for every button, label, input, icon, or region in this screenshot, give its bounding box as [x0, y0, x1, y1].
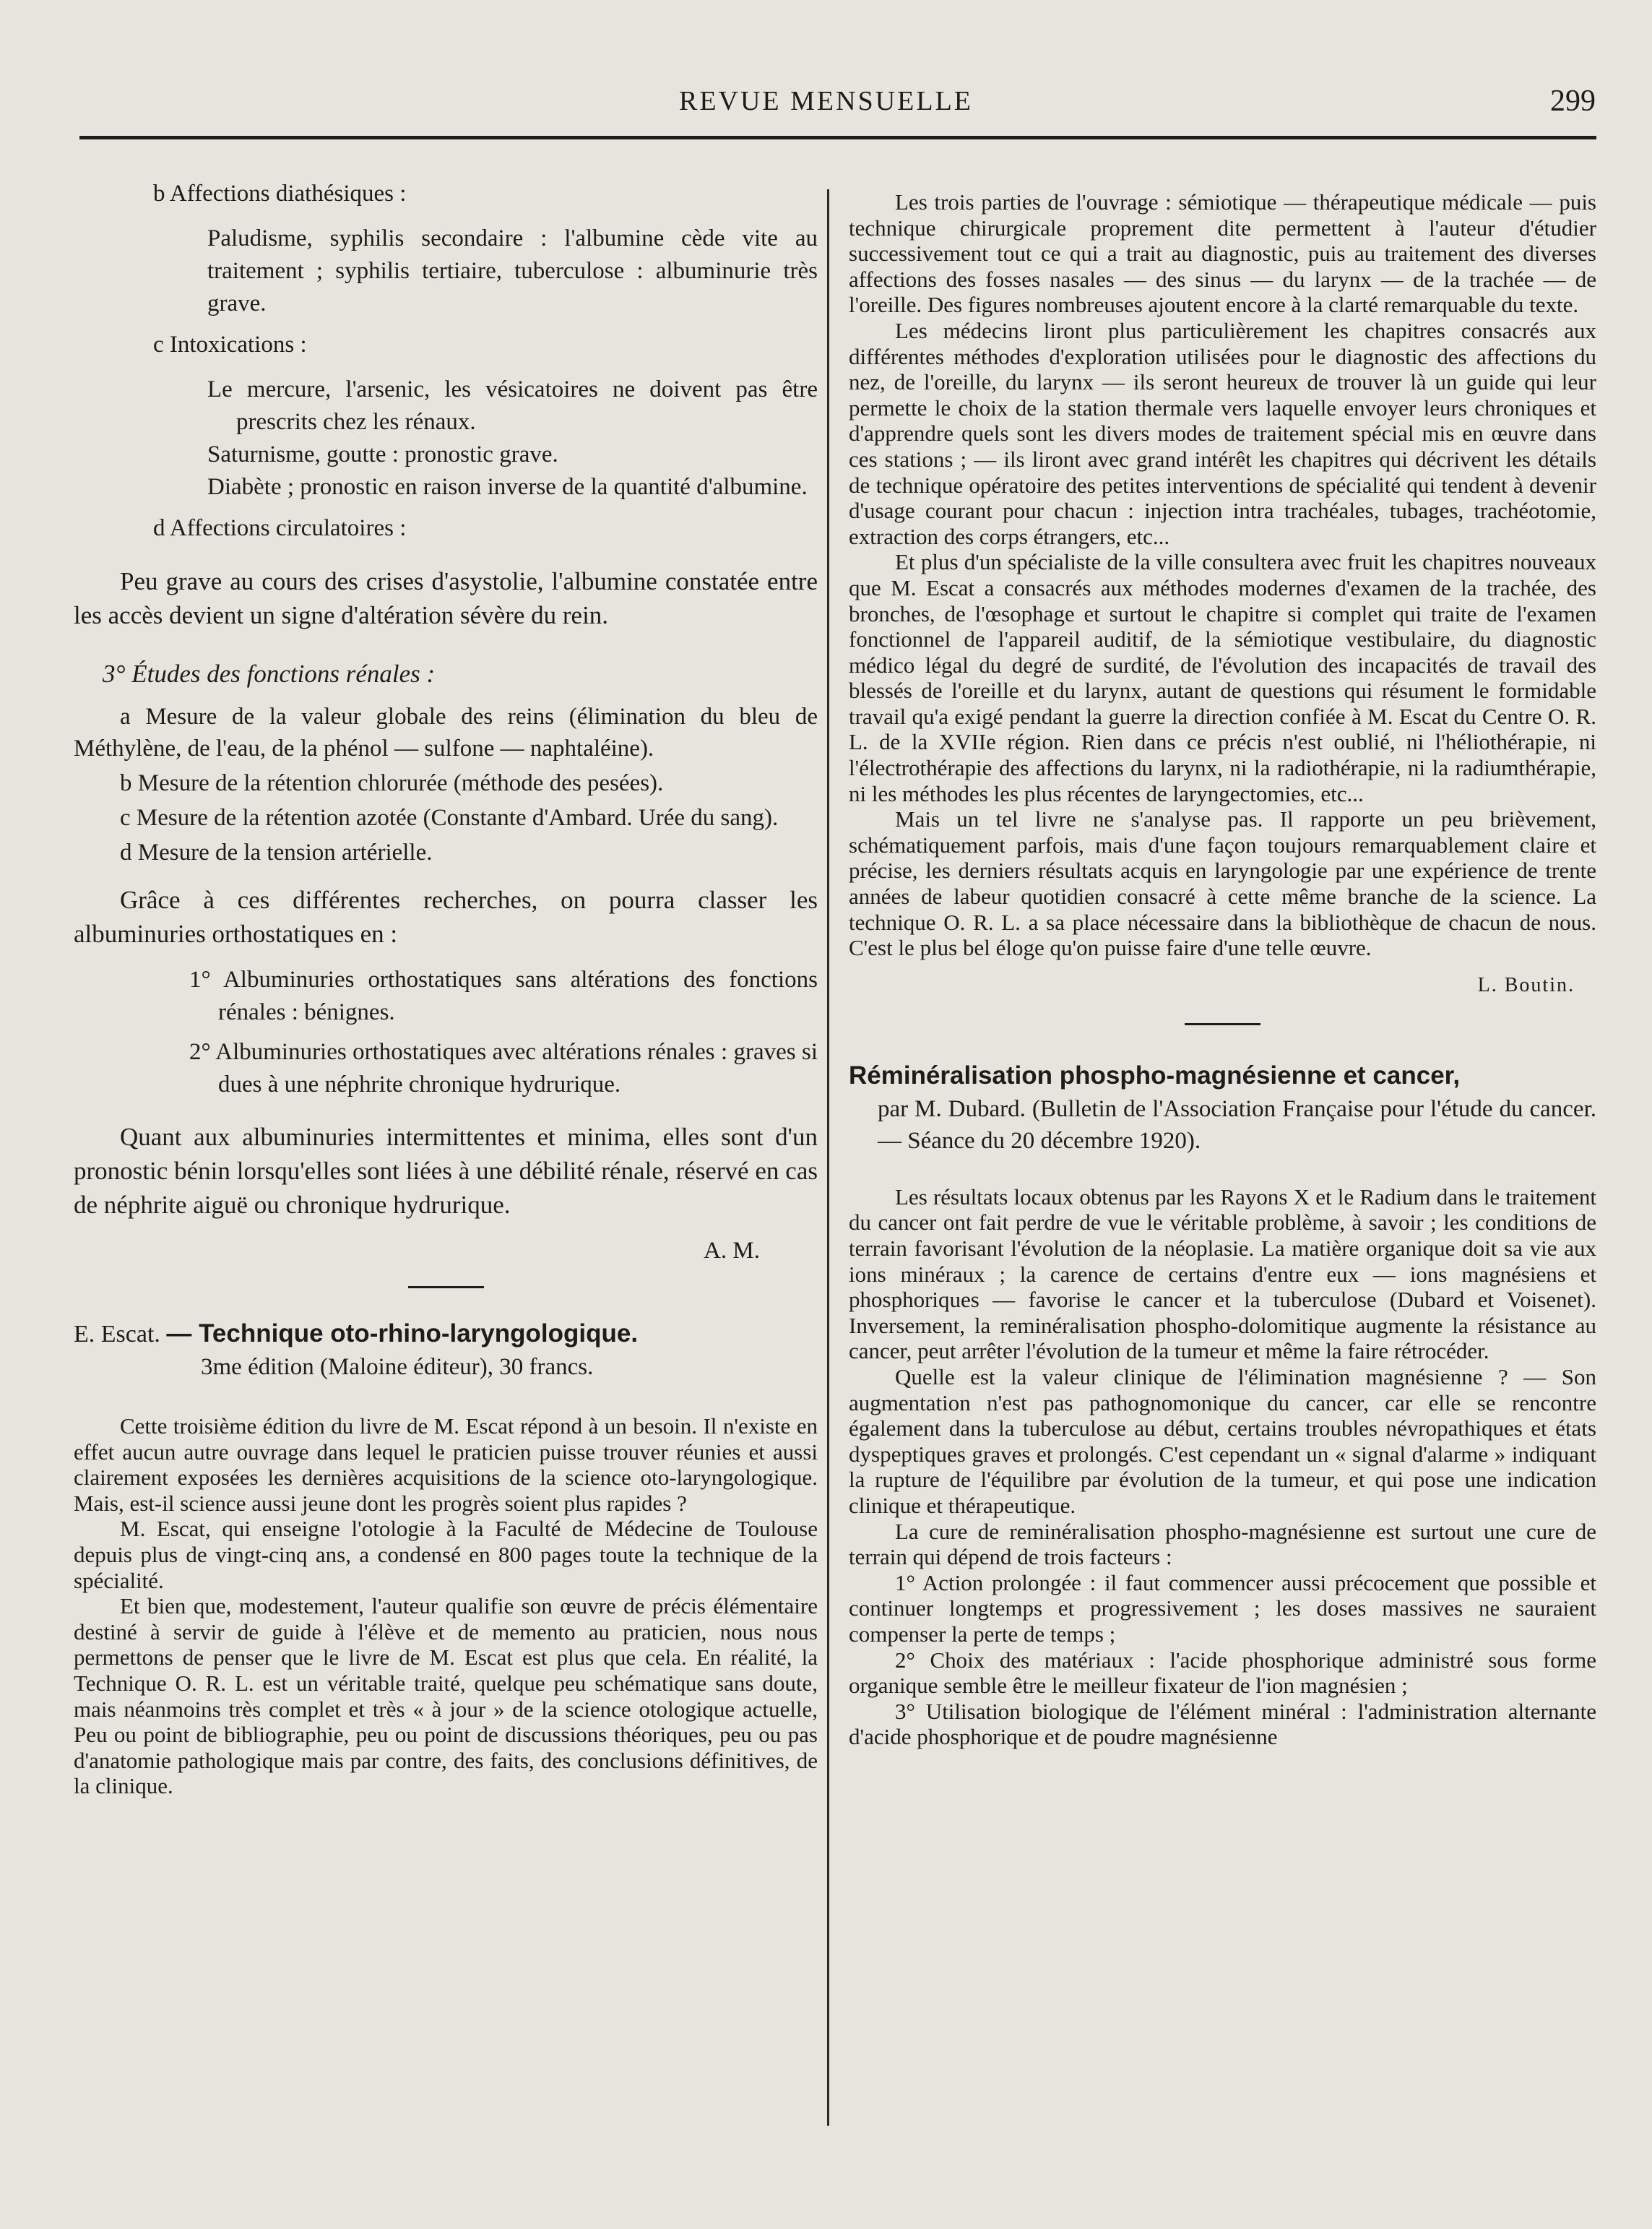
classification-intro: Grâce à ces différentes recherches, on pourra classer les albuminuries orthostatiques en :	[74, 886, 818, 948]
measure-c: c Mesure de la rétention azotée (Constante d'Ambard. Urée du sang).	[120, 805, 779, 831]
review-paragraph-1: Cette troisième édition du livre de M. Escat répond à un besoin. Il n'existe en effet aucun autre ouvrage dans lequel le praticien puisse trouver réunies et aussi clairement exposées les dernières acquisitions de la science oto-laryngologique. Mais, est-il science aussi jeune dont les progrès soient plus rapides ?	[74, 1413, 818, 1516]
article-paragraph-2: Quelle est la valeur clinique de l'élimination magnésienne ? — Son augmentation n'est pas pathognomonique du cancer, car elle se rencontre également dans la tuberculose au début, certains troubles névropathiques et états dyspeptiques graves et prolongés. C'est cependant un « signal d'alarme » indiquant la rupture de l'équilibre par évolution de la tumeur, et qui pose une indication clinique et thérapeutique.	[849, 1363, 1596, 1518]
header-rule	[79, 136, 1596, 139]
section-d-label: d Affections circulatoires :	[153, 515, 407, 541]
section-c-item-2: Saturnisme, goutte : pronostic grave.	[207, 441, 558, 467]
review-paragraph-3: Et bien que, modestement, l'auteur qualifie son œuvre de précis élémentaire destiné à servir de guide à l'élève et de memento au praticien, nous nous permettons de penser que le livre de M. Escat est plus que cela. En réalité, la Technique O. R. L. est un véritable traité, quelque peu schématique sans doute, mais néanmoins très complet et très « à jour » de la science otologique actuelle, Peu ou point de bibliographie, peu ou point de discussions théoriques, peu ou pas d'anatomie pathologique mais par contre, des faits, des conclusions définitives, de la clinique.	[74, 1593, 818, 1799]
section-c-item-1: Le mercure, l'arsenic, les vésicatoires ne doivent pas être prescrits chez les rénaux.	[207, 376, 818, 435]
renal-functions-heading: 3° Études des fonctions rénales :	[103, 660, 436, 688]
running-header: REVUE MENSUELLE	[678, 86, 974, 116]
review-paragraph-4: Les trois parties de l'ouvrage : sémiotique — thérapeutique médicale — puis technique chirurgicale proprement dite permettent à l'auteur d'étudier successivement tout ce qui a trait au diagnostic, puis au traitement des diverses affections des fosses nasales — des sinus — du larynx — de la trachée — de l'oreille. Des figures nombreuses ajoutent encore à la clarté remarquable du texte.	[849, 189, 1596, 318]
signature-boutin: L. Boutin.	[1477, 973, 1575, 996]
review-paragraph-6: Et plus d'un spécialiste de la ville consultera avec fruit les chapitres nouveaux que M. Escat a consacrés aux méthodes modernes d'examen de la trachée, des bronches, de l'œsophage et surtout le chapitre si complet qui traite de l'examen fonctionnel de l'appareil auditif, de la sémiotique vestibulaire, du diagnostic médico légal du degré de surdité, de l'évolution des incapacités de travail des blessés de l'oreille et du larynx, autant de questions qui résument le formidable travail qu'a exigé pendant la guerre la direction confiée à M. Escat du Centre O. R. L. de la XVIIe région. Rien dans ce précis n'est oublié, ni l'héliothérapie, ni l'électrothérapie des affections du larynx, ni la radiothérapie, ni la radiumthérapie, ni les méthodes les plus récentes de laryngectomies, etc...	[849, 549, 1596, 806]
classification-1: 1° Albuminuries orthostatiques sans altérations des fonctions rénales : bénignes.	[189, 967, 818, 1025]
book-edition: 3me édition (Maloine éditeur), 30 francs.	[201, 1354, 594, 1380]
factor-2: 2° Choix des matériaux : l'acide phosphorique administré sous forme organique semble être le meilleur fixateur de l'ion magnésien ;	[849, 1647, 1596, 1699]
article-title: Réminéralisation phospho-magnésienne et cancer,	[849, 1061, 1461, 1090]
book-review-heading	[74, 1317, 818, 1351]
factor-3: 3° Utilisation biologique de l'élément minéral : l'administration alternante d'acide phosphorique et de poudre magnésienne	[849, 1698, 1596, 1750]
section-b-text: Paludisme, syphilis secondaire : l'albumine cède vite au traitement ; syphilis tertiaire, tuberculose : albuminurie très grave.	[207, 225, 818, 316]
measure-a: a Mesure de la valeur globale des reins (élimination du bleu de Méthylène, de l'eau, de la phénol — sulfone — naphtaléine).	[74, 704, 818, 762]
section-c-label: c Intoxications :	[153, 332, 307, 358]
left-column	[74, 178, 818, 1799]
article-paragraph-3: La cure de reminéralisation phospho-magnésienne est surtout une cure de terrain qui dépend de trois facteurs :	[849, 1518, 1596, 1570]
section-separator	[408, 1286, 484, 1288]
column-divider	[827, 189, 829, 2126]
measure-b: b Mesure de la rétention chlorurée (méthode des pesées).	[120, 770, 664, 796]
article-byline: par M. Dubard. (Bulletin de l'Association Française pour l'étude du cancer. — Séance du 20 décembre 1920).	[878, 1095, 1596, 1154]
right-column	[849, 189, 1596, 1750]
section-separator-right	[1185, 1023, 1260, 1025]
review-paragraph-5: Les médecins liront plus particulièrement les chapitres consacrés aux différentes méthodes d'exploration utilisées pour le diagnostic des affections du nez, de l'oreille, du larynx — ils seront heureux de trouver là un guide qui leur permette le choix de la station thermale vers laquelle envoyer leurs chroniques et d'apprendre quels sont les divers modes de traitement spécial mis en œuvre dans ces stations ; — ils liront avec grand intérêt les chapitres qui décrivent les détails de technique opératoire des petites interventions de spécialité qui tendent à devenir d'usage courant pour chacun : injection intra trachéales, tubages, trachéotomie, extraction des corps étrangers, etc...	[849, 317, 1596, 549]
factor-1: 1° Action prolongée : il faut commencer aussi précocement que possible et continuer longtemps et progressivement ; les doses massives ne sauraient compenser la perte de temps ;	[849, 1569, 1596, 1647]
book-author: E. Escat.	[74, 1321, 160, 1348]
measure-d: d Mesure de la tension artérielle.	[120, 840, 433, 866]
article-paragraph-1: Les résultats locaux obtenus par les Rayons X et le Radium dans le traitement du cancer ont fait perdre de vue le véritable problème, à savoir ; les conditions de terrain favorisant l'évolution de la néoplasie. La matière organique doit sa vie aux ions minéraux ; la carence de certains d'entre eux — ions magnésiens et phosphoriques — favorise le cancer et la tuberculose (Dubard et Voisenet). Inversement, la reminéralisation phospho-dolomitique augmente la résistance au cancer, peut arrêter l'évolution de la tumeur et même la faire rétrocéder.	[849, 1184, 1596, 1364]
page-number: 299	[1550, 85, 1596, 118]
review-paragraph-2: M. Escat, qui enseigne l'otologie à la Faculté de Médecine de Toulouse depuis plus de vingt-cinq ans, a condensé en 800 pages toute la technique de la spécialité.	[74, 1516, 818, 1593]
signature-am: A. M.	[704, 1238, 760, 1264]
book-title: — Technique oto-rhino-laryngologique.	[166, 1319, 639, 1348]
review-paragraph-7: Mais un tel livre ne s'analyse pas. Il rapporte un peu brièvement, schématiquement parfois, mais d'une façon toujours remarquablement claire et précise, les derniers résultats acquis en laryngologie par une expérience de trente années de labeur quotidien consacré à cette même branche de la science. La technique O. R. L. a sa place nécessaire dans la bibliothèque de chacun de nous. C'est le plus bel éloge qu'on puisse faire d'une telle œuvre.	[849, 806, 1596, 961]
section-b-label: b Affections diathésiques :	[153, 181, 407, 207]
intermittent-paragraph: Quant aux albuminuries intermittentes et minima, elles sont d'un pronostic bénin lorsqu'elles sont liées à une débilité rénale, réservé en cas de néphrite aiguë ou chronique hydrurique.	[74, 1123, 818, 1219]
circulatory-text: Peu grave au cours des crises d'asystolie, l'albumine constatée entre les accès devient un signe d'altération sévère du rein.	[74, 567, 818, 629]
classification-2: 2° Albuminuries orthostatiques avec altérations rénales : graves si dues à une néphrite chronique hydrurique.	[189, 1039, 818, 1098]
section-c-item-3: Diabète ; pronostic en raison inverse de la quantité d'albumine.	[207, 474, 808, 500]
